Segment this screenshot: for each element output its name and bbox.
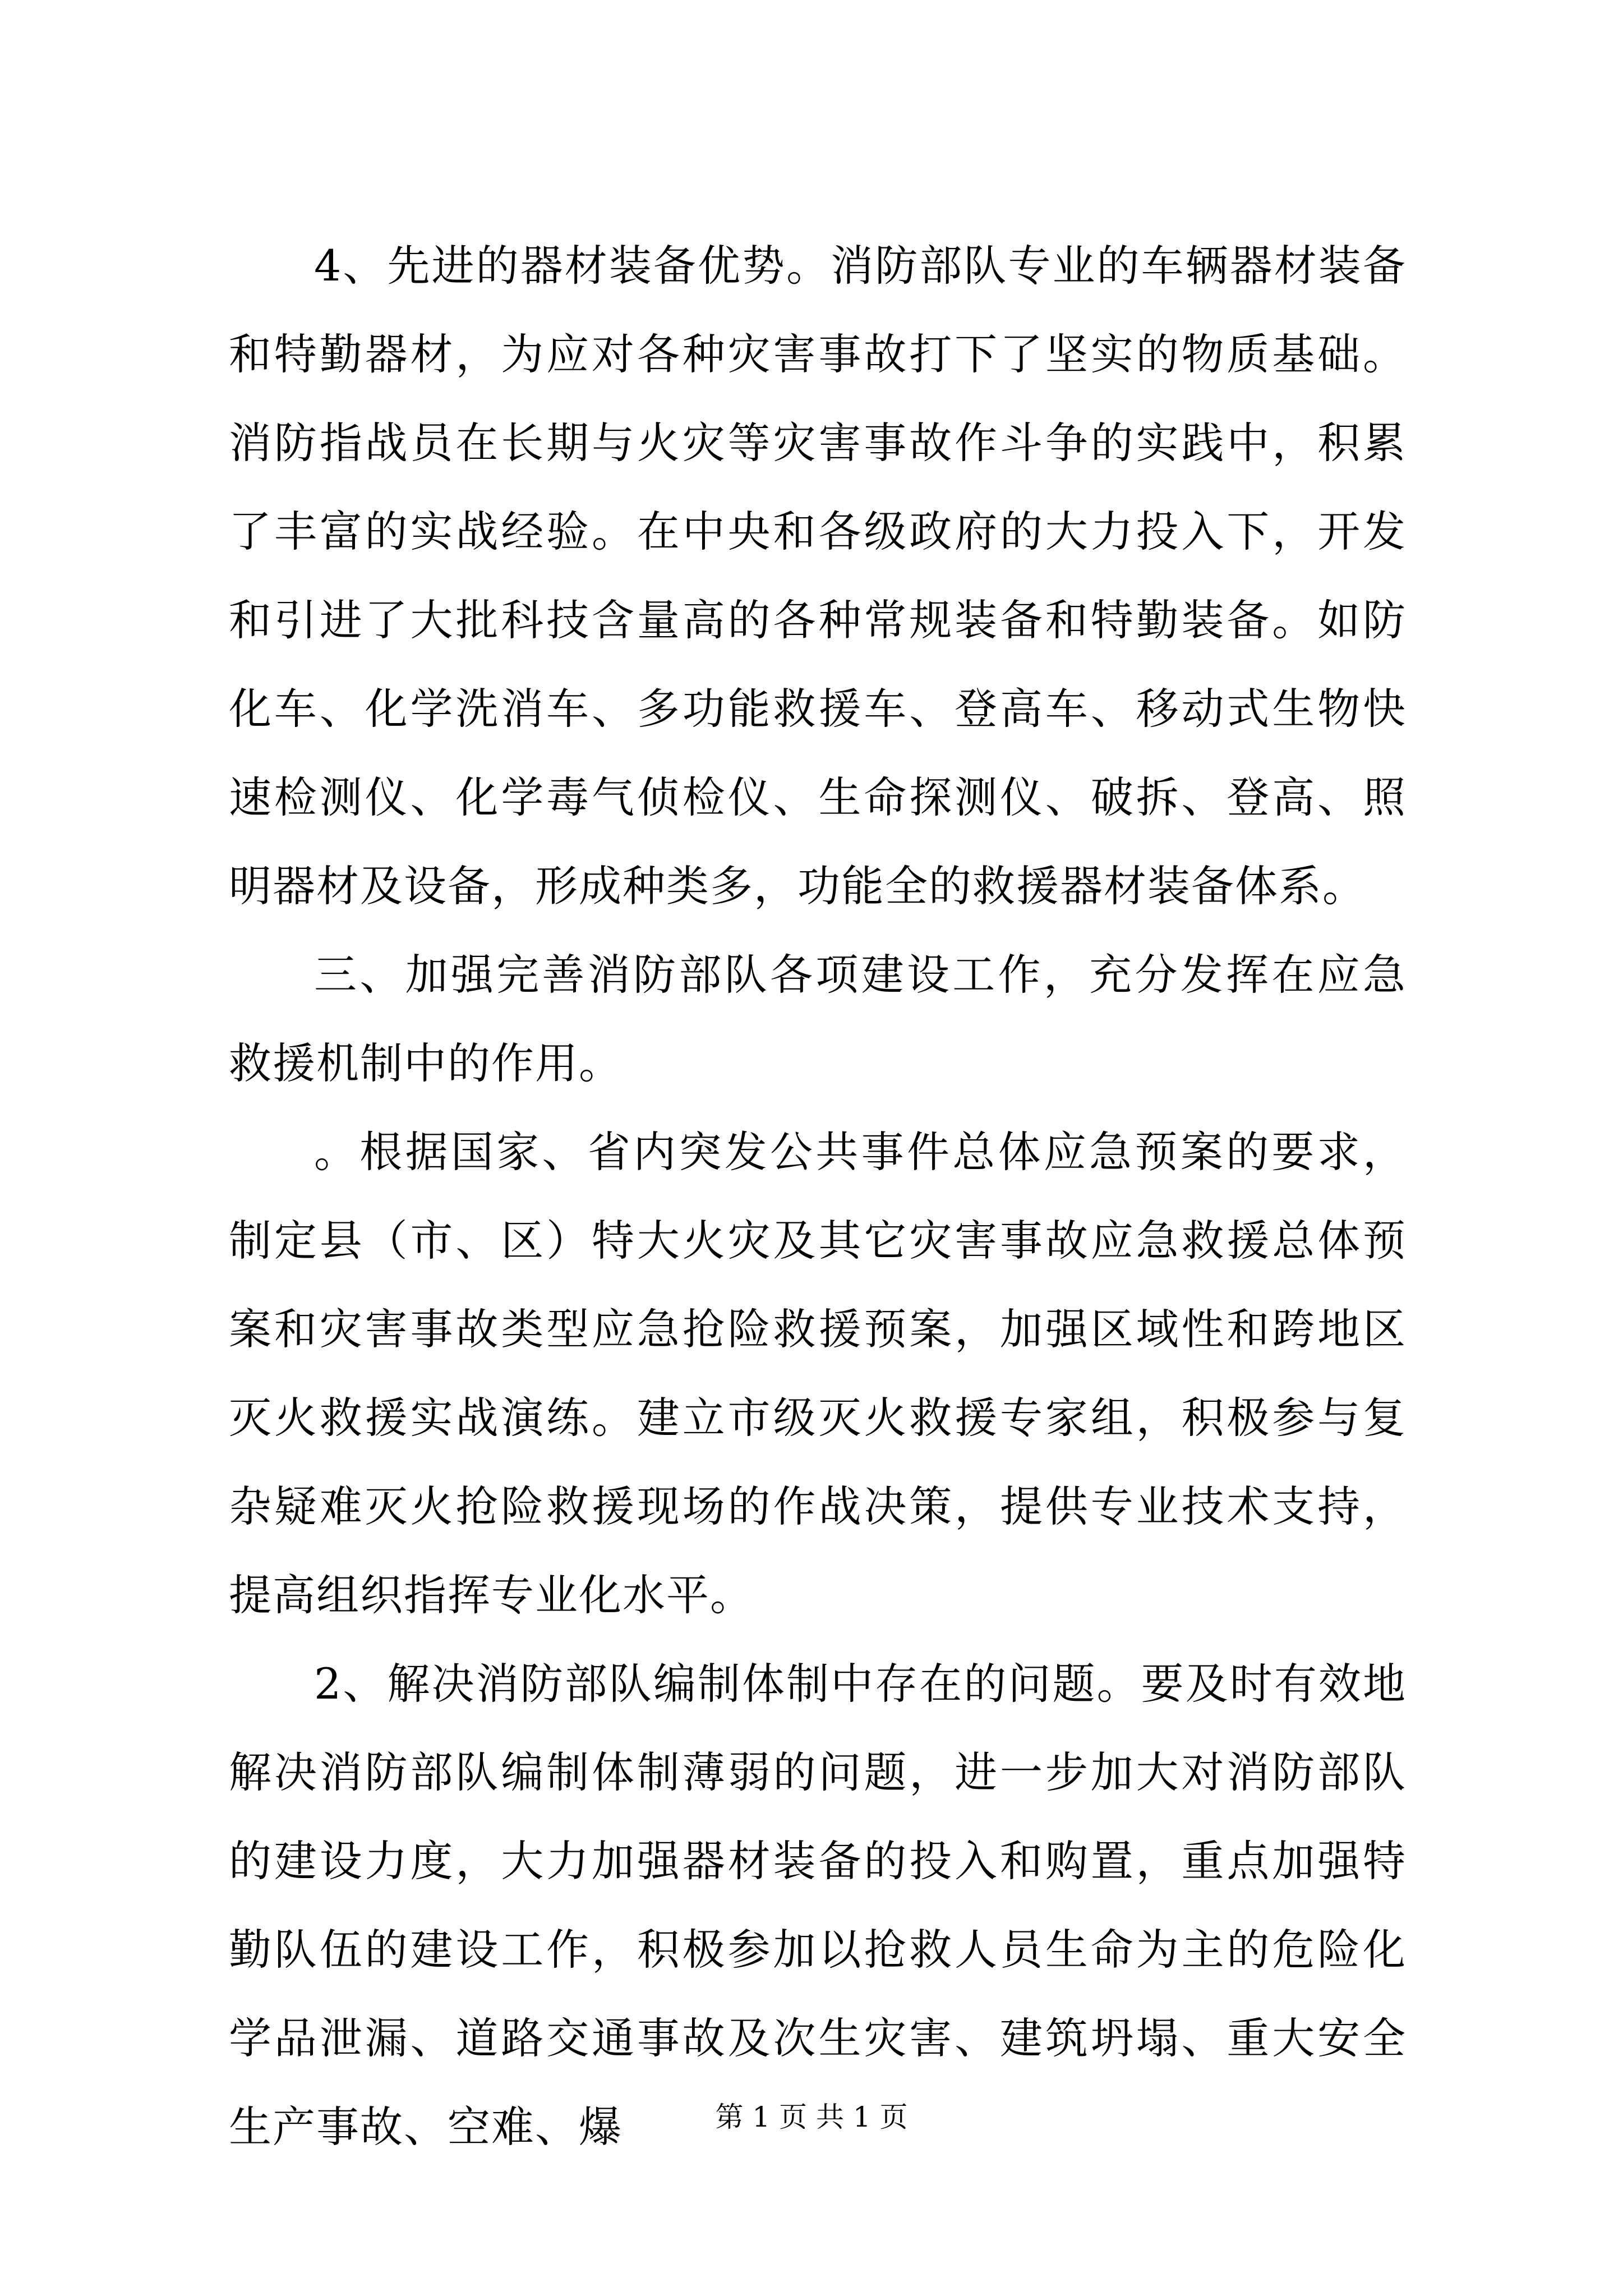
page-footer: 第 1 页 共 1 页: [715, 2101, 908, 2133]
paragraph-section-three-heading: 三、加强完善消防部队各项建设工作，充分发挥在应急救援机制中的作用。: [229, 950, 1407, 1088]
paragraph-staffing-issues: 2、解决消防部队编制体制中存在的问题。要及时有效地解决消防部队编制体制薄弱的问题，进一步加大对消防部队的建设力度，大力加强器材装备的投入和购置，重点加强特勤队伍的建设工作，积极参加以抢救人员生命为主的危险化学品泄漏、道路交通事故及次生灾害、建筑坍塌、重大安全生产事故、空难、爆: [229, 1659, 1407, 2152]
paragraph-emergency-plans: 。根据国家、省内突发公共事件总体应急预案的要求，制定县（市、区）特大火灾及其它灾害事故应急救援总体预案和灾害事故类型应急抢险救援预案，加强区域性和跨地区灭火救援实战演练。建立市级灭火救援专家组，积极参与复杂疑难灭火抢险救援现场的作战决策，提供专业技术支持，提高组织指挥专业化水平。: [229, 1127, 1407, 1620]
paragraph-equipment-advantage: 4、先进的器材装备优势。消防部队专业的车辆器材装备和特勤器材，为应对各种灾害事故打下了坚实的物质基础。消防指战员在长期与火灾等灾害事故作斗争的实践中，积累了丰富的实战经验。在中央和各级政府的大力投入下，开发和引进了大批科技含量高的各种常规装备和特勤装备。如防化车、化学洗消车、多功能救援车、登高车、移动式生物快速检测仪、化学毒气侦检仪、生命探测仪、破拆、登高、照明器材及设备，形成种类多，功能全的救援器材装备体系。: [229, 241, 1407, 911]
document-body: [229, 222, 1407, 2171]
